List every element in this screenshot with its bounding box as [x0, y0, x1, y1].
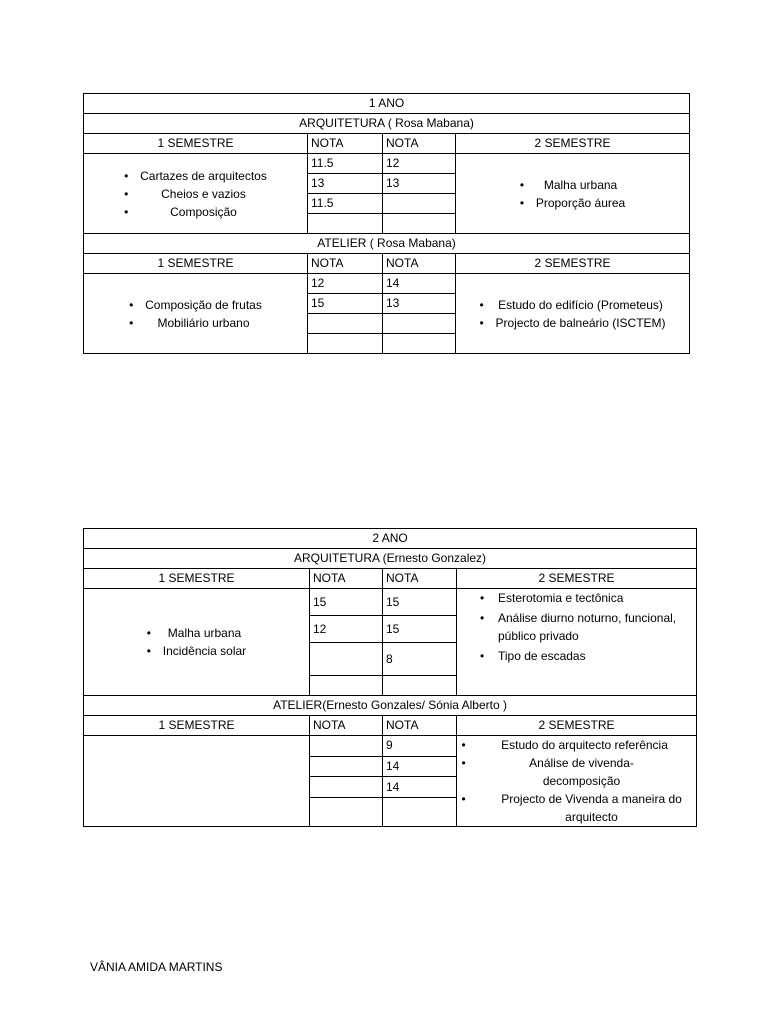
grade-cell — [310, 798, 383, 827]
subject-item: • Mobiliário urbano — [129, 314, 262, 332]
nota-header: NOTA — [310, 569, 383, 589]
semester1-header: 1 SEMESTRE — [84, 254, 308, 274]
subject-item: • Cheios e vazios — [124, 185, 267, 203]
nota-header: NOTA — [383, 254, 456, 274]
grade-cell: 15 — [383, 589, 457, 616]
nota-header: NOTA — [383, 569, 457, 589]
grade-cell: 9 — [383, 736, 457, 757]
grade-cell — [310, 736, 383, 757]
semester1-header: 1 SEMESTRE — [84, 134, 308, 154]
grade-cell: 15 — [310, 589, 383, 616]
subject-item: • Estudo do arquitecto referência — [462, 736, 692, 754]
grade-cell: 13 — [383, 174, 456, 194]
nota-header: NOTA — [310, 716, 383, 736]
grade-cell: 11.5 — [308, 194, 383, 214]
semester2-subjects — [456, 154, 690, 234]
grade-cell — [383, 194, 456, 214]
grade-cell: 14 — [383, 274, 456, 294]
subject-item: • Projecto de Vivenda a maneira do arquitecto — [462, 790, 692, 826]
grade-cell: 8 — [383, 643, 457, 676]
nota-header: NOTA — [383, 134, 456, 154]
nota-header: NOTA — [308, 134, 383, 154]
semester2-header: 2 SEMESTRE — [456, 134, 690, 154]
grade-cell — [310, 777, 383, 798]
subject-item: • Composição — [124, 203, 267, 221]
grade-cell — [308, 334, 383, 354]
subject-item: • Esterotomia e tectônica — [480, 589, 693, 607]
grade-cell: 12 — [308, 274, 383, 294]
subject-item: • Proporção áurea — [520, 194, 625, 212]
grade-cell — [308, 314, 383, 334]
grade-cell: 12 — [383, 154, 456, 174]
semester2-subjects — [457, 589, 697, 696]
grade-cell: 15 — [308, 294, 383, 314]
nota-header: NOTA — [383, 716, 457, 736]
subject-item: • Análise de vivenda-decomposição — [462, 754, 692, 790]
grade-cell: 15 — [383, 616, 457, 643]
grade-cell — [308, 214, 383, 234]
year-title: 2 ANO — [84, 529, 697, 549]
section-title-atelier: ATELIER(Ernesto Gonzales/ Sónia Alberto ) — [84, 696, 697, 716]
semester2-subjects — [456, 274, 690, 354]
grade-cell: 12 — [310, 616, 383, 643]
grade-cell — [310, 756, 383, 777]
grade-cell: 13 — [383, 294, 456, 314]
grade-cell: 14 — [383, 777, 457, 798]
author-name: VÂNIA AMIDA MARTINS — [90, 960, 223, 974]
subject-item: • Composição de frutas — [129, 296, 262, 314]
year-title: 1 ANO — [84, 94, 690, 114]
semester1-header: 1 SEMESTRE — [84, 716, 310, 736]
subject-item: • Cartazes de arquitectos — [124, 167, 267, 185]
semester1-subjects — [84, 274, 308, 354]
subject-item: • Estudo do edifício (Prometeus) — [479, 296, 665, 314]
subject-item: • Projecto de balneário (ISCTEM) — [479, 314, 665, 332]
subject-item: • Tipo de escadas — [480, 647, 693, 665]
semester1-subjects — [84, 589, 310, 696]
grade-cell — [310, 676, 383, 696]
grade-cell: 13 — [308, 174, 383, 194]
subject-item: • Malha urbana — [147, 624, 246, 642]
semester1-subjects — [84, 736, 310, 827]
grade-cell — [383, 314, 456, 334]
grade-cell — [383, 676, 457, 696]
subject-item: • Incidência solar — [147, 642, 246, 660]
semester1-header: 1 SEMESTRE — [84, 569, 310, 589]
grade-cell: 11.5 — [308, 154, 383, 174]
grade-cell — [383, 334, 456, 354]
subject-item: • Análise diurno noturno, funcional, público privado — [480, 609, 693, 645]
year2-table — [83, 528, 697, 827]
semester2-header: 2 SEMESTRE — [457, 716, 697, 736]
subject-item: • Malha urbana — [520, 176, 625, 194]
grade-cell: 14 — [383, 756, 457, 777]
grade-cell — [383, 798, 457, 827]
year1-table — [83, 93, 690, 354]
semester1-subjects — [84, 154, 308, 234]
grade-cell — [310, 643, 383, 676]
nota-header: NOTA — [308, 254, 383, 274]
section-title-arquitetura: ARQUITETURA (Ernesto Gonzalez) — [84, 549, 697, 569]
section-title-atelier: ATELIER ( Rosa Mabana) — [84, 234, 690, 254]
semester2-header: 2 SEMESTRE — [457, 569, 697, 589]
semester2-header: 2 SEMESTRE — [456, 254, 690, 274]
semester2-subjects — [457, 736, 697, 827]
grade-cell — [383, 214, 456, 234]
section-title-arquitetura: ARQUITETURA ( Rosa Mabana) — [84, 114, 690, 134]
